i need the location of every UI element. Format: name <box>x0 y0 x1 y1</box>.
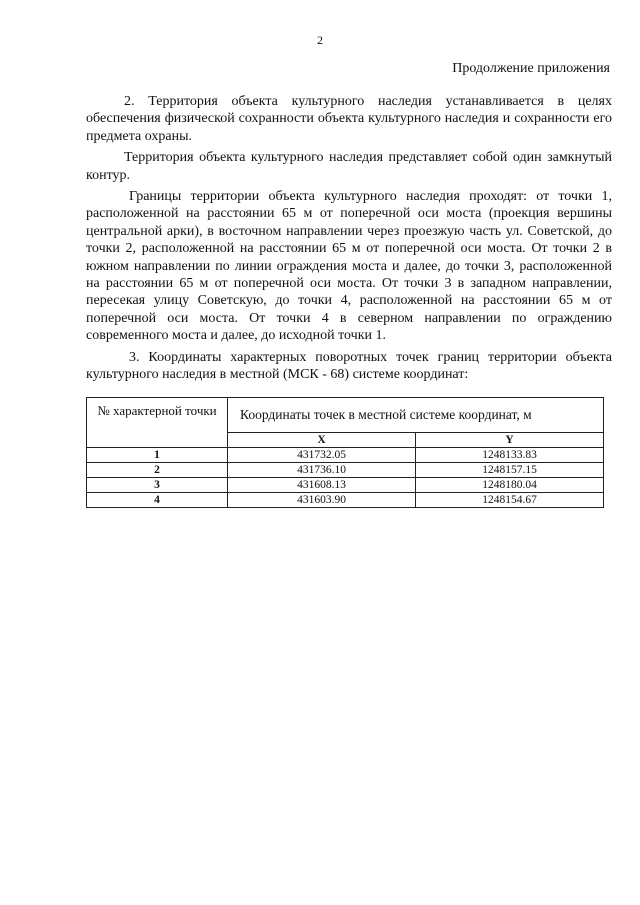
point-number: 3 <box>87 478 228 493</box>
coordinate-x: 431608.13 <box>228 478 416 493</box>
paragraph-territory-purpose: 2. Территория объекта культурного наследия устанавливается в целях обеспечения физической сохранности объекта культурного наследия и сохранности его предмета охраны. <box>86 94 612 144</box>
paragraph-boundary-description: Границы территории объекта культурного наследия проходят: от точки 1, расположенной на расстоянии 65 м от поперечной оси моста (проекция вершины центральной арки), в восточном направлении через проезжую часть ул. Советской, до точки 2, расположенной на расстоянии 65 м от поперечной оси моста. От точки 2 в южном направлении по линии ограждения моста и далее, до точки 3, расположенной на расстоянии 65 м от поперечной оси моста. От точки 3 в западном направлении, пересекая улицу Советскую, до точки 4, расположенной на расстоянии 65 м от поперечной оси моста. От точки 4 в северном направлении по ограждению современного моста и далее, до исходной точки 1. <box>86 189 612 344</box>
coordinate-y: 1248133.83 <box>416 448 604 463</box>
table-row <box>87 448 604 463</box>
point-number: 2 <box>87 463 228 478</box>
coordinate-y: 1248180.04 <box>416 478 604 493</box>
page-number: 2 <box>317 33 323 47</box>
point-number: 4 <box>87 493 228 508</box>
table-header-row <box>87 398 604 433</box>
paragraph-coordinates-intro: 3. Координаты характерных поворотных точек границ территории объекта культурного наследия в местной (МСК - 68) системе координат: <box>86 349 612 383</box>
header-y: Y <box>416 433 604 448</box>
document-body <box>86 93 612 388</box>
paragraph-single-contour: Территория объекта культурного наследия представляет собой один замкнутый контур. <box>86 150 612 183</box>
coordinates-table <box>86 397 604 508</box>
coordinate-y: 1248154.67 <box>416 493 604 508</box>
header-point-number: № характерной точки <box>87 398 228 448</box>
table-row <box>87 493 604 508</box>
appendix-continuation-note: Продолжение приложения <box>452 61 610 76</box>
coordinate-y: 1248157.15 <box>416 463 604 478</box>
header-coordinates: Координаты точек в местной системе координат, м <box>228 398 604 433</box>
point-number: 1 <box>87 448 228 463</box>
coordinate-x: 431736.10 <box>228 463 416 478</box>
coordinate-x: 431603.90 <box>228 493 416 508</box>
header-x: X <box>228 433 416 448</box>
coordinate-x: 431732.05 <box>228 448 416 463</box>
table-row <box>87 478 604 493</box>
table-row <box>87 463 604 478</box>
